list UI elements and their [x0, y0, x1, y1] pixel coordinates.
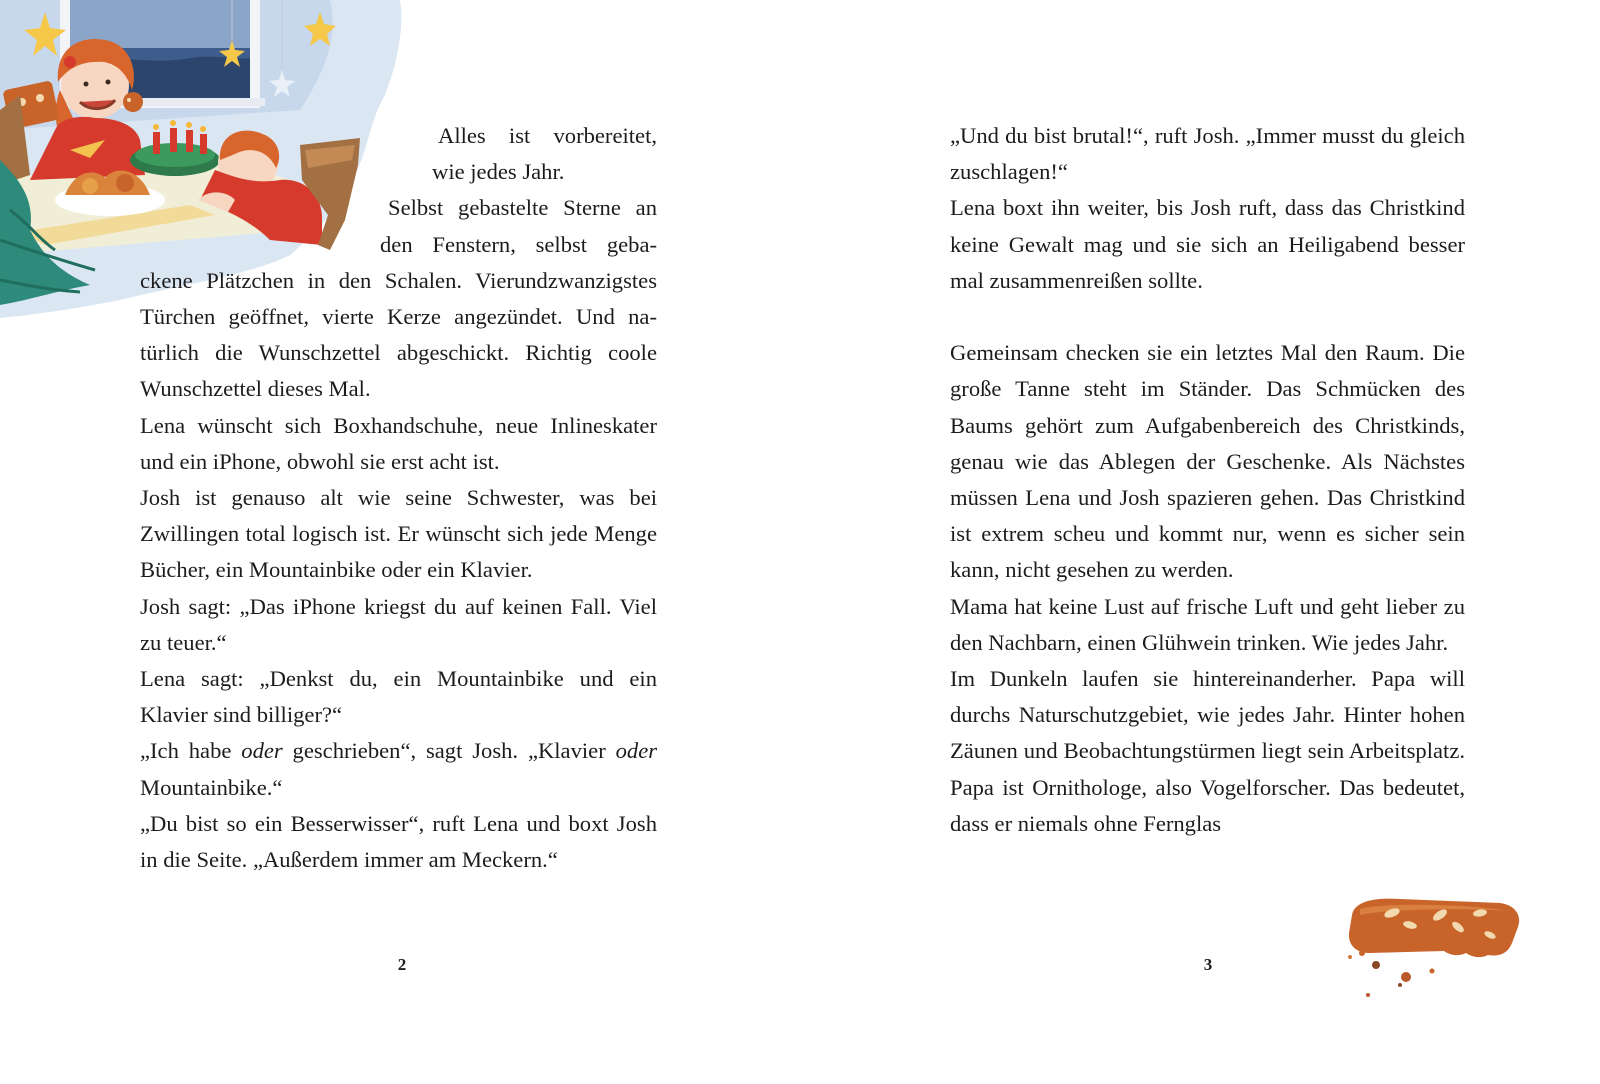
paragraph: Mama hat keine Lust auf frische Luft und geht lieber zu den Nachbarn, einen Glühwein trinken. Wie jedes Jahr.: [950, 593, 1465, 655]
paragraph-oder-quote: „Ich habe oder geschrieben“, sagt Josh. „Klavier oder Mountainbike.“: [140, 738, 658, 800]
emphasis: oder: [241, 738, 283, 764]
intro-line: den Fenstern, selbst geba-: [380, 231, 657, 257]
paragraph: ckene Plätzchen in den Schalen. Vierundzwanzigstes Türchen geöffnet, vierte Kerze angezündet. Und natürlich die Wunschzettel abgeschickt. Richtig coole Wunschzettel dieses Mal.: [140, 267, 657, 402]
paragraph: „Und du bist brutal!“, ruft Josh. „Immer musst du gleich zuschlagen!“: [950, 123, 1465, 185]
paragraph: Josh sagt: „Das iPhone kriegst du auf keinen Fall. Viel zu teuer.“: [140, 593, 657, 655]
paragraph: „Du bist so ein Besserwisser“, ruft Lena und boxt Josh in die Seite. „Außerdem immer am Meckern.“: [140, 810, 657, 873]
intro-line: Alles ist vorbereitet,: [438, 123, 657, 148]
paragraph: Lena sagt: „Denkst du, ein Mountainbike und ein Klavier sind billiger?“: [140, 666, 657, 728]
paragraph: Lena boxt ihn weiter, bis Josh ruft, dass das Christkind keine Gewalt mag und sie sich an Heiligabend besser mal zusammenreißen sollte.: [950, 195, 1465, 293]
left-page-text: [140, 118, 657, 878]
intro-line: Selbst gebastelte Sterne an: [388, 195, 657, 221]
paragraph: Lena wünscht sich Boxhandschuhe, neue Inlineskater und ein iPhone, obwohl sie erst acht ist.: [140, 412, 657, 474]
page-number-left: 2: [397, 955, 407, 974]
paragraph-spacer: [950, 299, 1465, 335]
paragraph: Josh ist genauso alt wie seine Schwester, was bei Zwillingen total logisch ist. Er wünscht sich jede Menge Bücher, ein Mountainbike oder ein Klavier.: [140, 485, 657, 583]
bitten-cookie-illustration: [1340, 895, 1540, 1015]
paragraph: Im Dunkeln laufen sie hintereinanderher. Papa will durchs Naturschutzgebiet, wie jedes Jahr. Hinter hohen Zäunen und Beobachtungstürmen liegt sein Arbeitsplatz. Papa ist Ornithologe, also Vogelforscher. Das bedeutet, dass er niemals ohne Fernglas: [950, 666, 1465, 836]
page-number-right: 3: [1203, 955, 1213, 974]
intro-line: wie jedes Jahr.: [432, 159, 565, 185]
emphasis: oder: [615, 738, 658, 764]
right-page-text: [950, 118, 1465, 842]
paragraph: Gemeinsam checken sie ein letztes Mal den Raum. Die große Tanne steht im Ständer. Das Schmücken des Baums gehört zum Aufgabenbereich des Christkinds, genau wie das Ablegen der Geschenke. Als Nächstes müssen Lena und Josh spazieren gehen. Das Christkind ist extrem scheu und kommt nur, wenn es sicher sein kann, nicht gesehen zu werden.: [950, 340, 1465, 583]
